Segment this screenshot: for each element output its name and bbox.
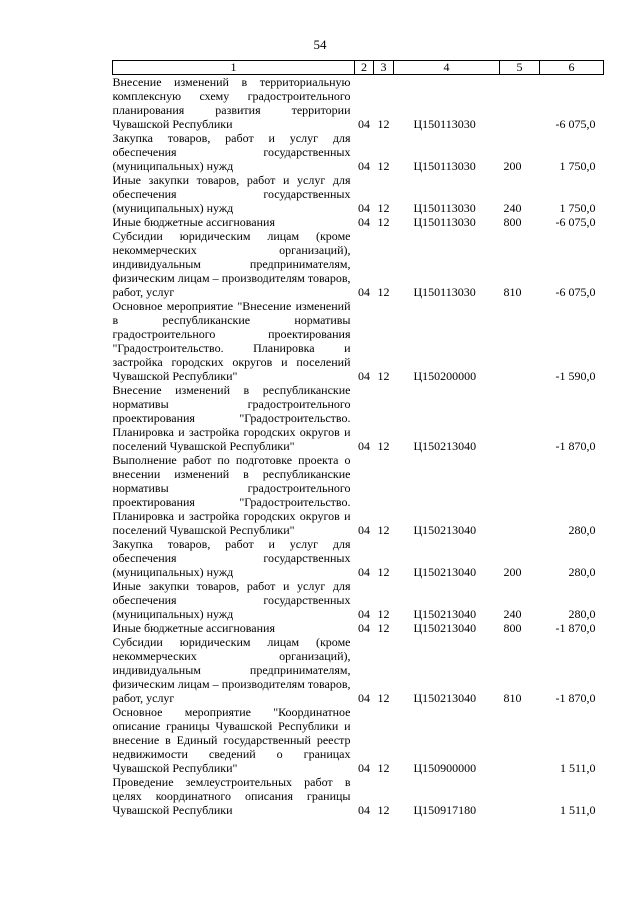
row-section-code: 04: [358, 285, 370, 299]
row-amount: 1 511,0: [559, 761, 596, 775]
header-cell: 4: [394, 61, 500, 75]
row-subsection-code: 12: [377, 607, 390, 621]
row-amount: -6 075,0: [555, 117, 596, 131]
page-number: 54: [313, 37, 327, 52]
row-section-code: 04: [358, 215, 370, 229]
row-amount: 280,0: [568, 607, 596, 621]
row-expense-type: 200: [503, 565, 522, 579]
row-subsection-code: 12: [377, 691, 390, 705]
table-row: [113, 75, 604, 132]
row-name: Внесение изменений в территориальную комплексную схему градостроительного планирования развития территории Чувашской Республики: [112, 75, 351, 131]
row-section-code: 04: [358, 523, 370, 537]
table-row: [113, 621, 604, 635]
row-name: Проведение землеустроительных работ в целях координатного описания границы Чувашской Республики: [112, 775, 351, 817]
row-target-article: Ц150213040: [413, 607, 477, 621]
budget-table: [112, 60, 604, 817]
row-subsection-code: 12: [377, 215, 390, 229]
row-expense-type: [500, 705, 540, 775]
row-name: Субсидии юридическим лицам (кроме некоммерческих организаций), индивидуальным предпринимателям, физическим лицам – производителям товаров, работ, услуг: [112, 229, 351, 299]
row-subsection-code: 12: [377, 369, 390, 383]
row-target-article: Ц150113030: [413, 117, 476, 131]
table-row: [113, 229, 604, 299]
row-target-article: Ц150113030: [413, 201, 476, 215]
row-name: Иные закупки товаров, работ и услуг для обеспечения государственных (муниципальных) нужд: [112, 579, 351, 621]
table-row: [113, 579, 604, 621]
row-target-article: Ц150213040: [413, 523, 477, 537]
row-expense-type: 240: [503, 607, 522, 621]
row-expense-type: 800: [503, 215, 522, 229]
row-target-article: Ц150900000: [413, 761, 477, 775]
row-expense-type: 200: [503, 159, 522, 173]
header-row: [113, 61, 604, 75]
header-cell: 1: [113, 61, 355, 75]
header-cell: 6: [540, 61, 604, 75]
table-row: [113, 775, 604, 817]
row-amount: -1 870,0: [555, 691, 596, 705]
row-target-article: Ц150213040: [413, 439, 477, 453]
row-expense-type: 810: [503, 285, 522, 299]
row-target-article: Ц150113030: [413, 285, 476, 299]
row-expense-type: [500, 453, 540, 537]
row-section-code: 04: [358, 369, 370, 383]
row-subsection-code: 12: [377, 803, 390, 817]
row-name: Субсидии юридическим лицам (кроме некоммерческих организаций), индивидуальным предпринимателям, физическим лицам – производителям товаров, работ, услуг: [112, 635, 351, 705]
row-subsection-code: 12: [377, 159, 390, 173]
row-section-code: 04: [358, 803, 370, 817]
row-subsection-code: 12: [377, 117, 390, 131]
row-expense-type: [500, 775, 540, 817]
table-row: [113, 299, 604, 383]
row-name: Иные бюджетные ассигнования: [112, 215, 275, 229]
row-name: Закупка товаров, работ и услуг для обеспечения государственных (муниципальных) нужд: [112, 537, 351, 579]
row-expense-type: [500, 299, 540, 383]
table-row: [113, 383, 604, 453]
row-expense-type: 240: [503, 201, 522, 215]
row-section-code: 04: [358, 439, 370, 453]
row-subsection-code: 12: [377, 439, 390, 453]
row-name: Основное мероприятие "Внесение изменений в республиканские нормативы градостроительного проектирования "Градостроительство. Планировка и застройка городских округов и поселений Чувашской Республики": [112, 299, 351, 383]
row-section-code: 04: [358, 607, 370, 621]
row-section-code: 04: [358, 691, 370, 705]
row-amount: -6 075,0: [555, 215, 596, 229]
row-subsection-code: 12: [377, 523, 390, 537]
table-row: [113, 453, 604, 537]
row-expense-type: [500, 383, 540, 453]
row-amount: -1 870,0: [555, 621, 596, 635]
row-amount: -6 075,0: [555, 285, 596, 299]
table-row: [113, 173, 604, 215]
row-target-article: Ц150113030: [413, 215, 476, 229]
row-target-article: Ц150917180: [413, 803, 477, 817]
row-section-code: 04: [358, 117, 370, 131]
header-cell: 3: [374, 61, 394, 75]
row-name: Внесение изменений в республиканские нормативы градостроительного проектирования "Градостроительство. Планировка и застройка городских округов и поселений Чувашской Республики": [112, 383, 351, 453]
row-section-code: 04: [358, 201, 370, 215]
row-section-code: 04: [358, 761, 370, 775]
row-target-article: Ц150213040: [413, 565, 477, 579]
row-subsection-code: 12: [377, 621, 390, 635]
row-target-article: Ц150213040: [413, 621, 477, 635]
row-section-code: 04: [358, 621, 370, 635]
row-amount: 1 511,0: [559, 803, 596, 817]
header-cell: 2: [355, 61, 374, 75]
row-amount: 280,0: [568, 523, 596, 537]
row-subsection-code: 12: [377, 201, 390, 215]
row-subsection-code: 12: [377, 761, 390, 775]
table-row: [113, 537, 604, 579]
table-row: [113, 215, 604, 229]
row-expense-type: 800: [503, 621, 522, 635]
row-subsection-code: 12: [377, 285, 390, 299]
row-amount: 1 750,0: [559, 159, 596, 173]
row-amount: -1 590,0: [555, 369, 596, 383]
row-name: Основное мероприятие "Координатное описание границы Чувашской Республики и внесение в Единый государственный реестр недвижимости сведений о границах Чувашской Республики": [112, 705, 351, 775]
row-name: Выполнение работ по подготовке проекта о внесении изменений в республиканские нормативы градостроительного проектирования "Градостроительство. Планировка и застройка городских округов и поселений Чувашской Республики": [112, 453, 351, 537]
row-target-article: Ц150213040: [413, 691, 477, 705]
row-expense-type: 810: [503, 691, 522, 705]
row-amount: -1 870,0: [555, 439, 596, 453]
row-expense-type: [500, 75, 540, 132]
row-amount: 280,0: [568, 565, 596, 579]
row-section-code: 04: [358, 565, 370, 579]
row-subsection-code: 12: [377, 565, 390, 579]
table-row: [113, 705, 604, 775]
header-cell: 5: [500, 61, 540, 75]
row-target-article: Ц150200000: [413, 369, 477, 383]
row-name: Иные закупки товаров, работ и услуг для обеспечения государственных (муниципальных) нужд: [112, 173, 351, 215]
row-name: Иные бюджетные ассигнования: [112, 621, 275, 635]
table-row: [113, 635, 604, 705]
row-name: Закупка товаров, работ и услуг для обеспечения государственных (муниципальных) нужд: [112, 131, 351, 173]
row-section-code: 04: [358, 159, 370, 173]
table-row: [113, 131, 604, 173]
row-target-article: Ц150113030: [413, 159, 476, 173]
row-amount: 1 750,0: [559, 201, 596, 215]
